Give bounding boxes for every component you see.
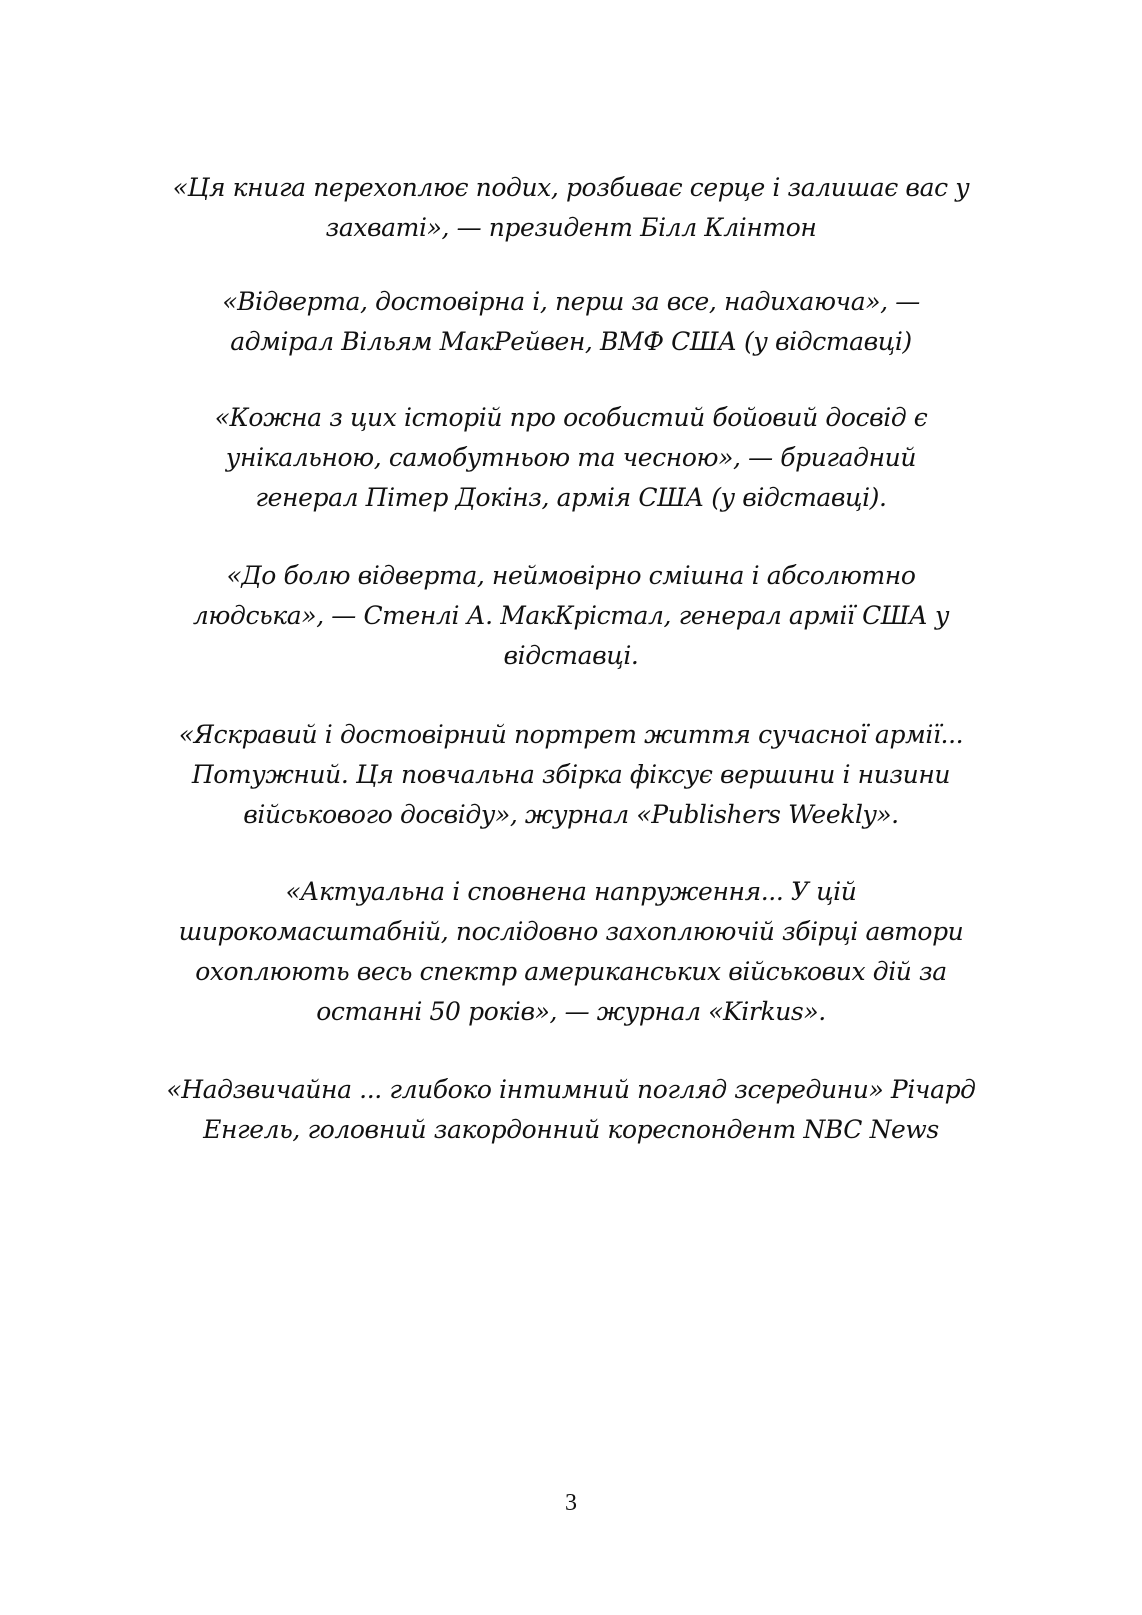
quote-line: Потужний. Ця повчальна збірка фіксує вершини і низини (191, 760, 951, 789)
quote-line: «Ця книга перехоплює подих, розбиває серце і залишає вас у (172, 173, 970, 202)
quote-mcchrystal (110, 556, 1032, 676)
quote-line: «До болю відверта, неймовірно смішна і абсолютно (226, 561, 916, 590)
quote-line: «Кожна з цих історій про особистий бойовий досвід є (214, 403, 928, 432)
quote-line: адмірал Вільям МакРейвен, ВМФ США (у відставці) (230, 327, 912, 356)
quote-line: широкомасштабній, послідовно захоплюючій збірці автори (178, 917, 964, 946)
quote-engel (110, 1070, 1032, 1150)
quote-line: людська», — Стенлі А. МакКрістал, генерал армії США у (192, 601, 950, 630)
quote-line: генерал Пітер Докінз, армія США (у відставці). (255, 483, 887, 512)
quote-line: унікальною, самобутньою та чесною», — бригадний (225, 443, 917, 472)
quote-line: «Актуальна і сповнена напруження... У цій (285, 877, 857, 906)
quote-line: охоплюють весь спектр американських військових дій за (195, 957, 947, 986)
quote-line: військового досвіду», журнал «Publishers Weekly». (243, 800, 899, 829)
quote-clinton (110, 168, 1032, 248)
quote-line: останні 50 років», — журнал «Kirkus». (316, 997, 826, 1026)
quote-mcraven (110, 282, 1032, 362)
quote-line: захваті», — президент Білл Клінтон (325, 213, 817, 242)
quote-line: «Відверта, достовірна і, перш за все, надихаюча», — (222, 287, 920, 316)
quote-dawkins (110, 398, 1032, 518)
quote-line: відставці. (503, 641, 639, 670)
quote-line: «Яскравий і достовірний портрет життя сучасної армії... (178, 720, 964, 749)
quote-kirkus (110, 872, 1032, 1032)
quote-publishers-weekly (110, 715, 1032, 835)
page-number: 3 (565, 1490, 577, 1516)
quote-line: «Надзвичайна ... глибоко інтимний погляд зсередини» Річард (166, 1075, 976, 1104)
quote-line: Енгель, головний закордонний кореспондент NBC News (203, 1115, 939, 1144)
